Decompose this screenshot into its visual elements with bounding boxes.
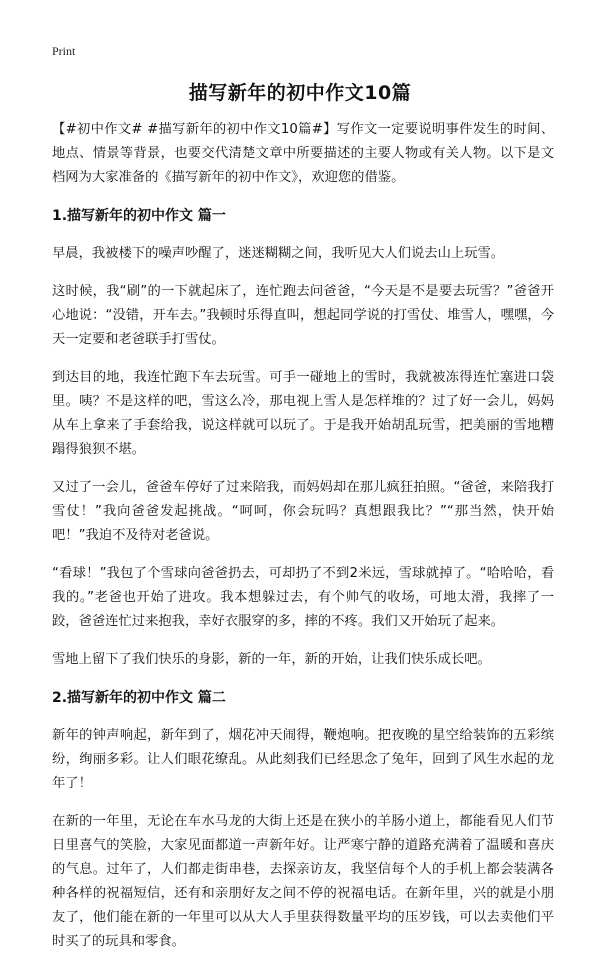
- article-body: [52, 118, 554, 968]
- paragraph: “看球！”我包了个雪球向爸爸扔去，可却扔了不到2米远，雪球就掉了。“哈哈哈，看我的。”老爸也开始了进攻。我本想躲过去，有个帅气的收场，可地太滑，我摔了一跤，爸爸连忙过来抱我，幸好衣服穿的多，摔的不疼。我们又开始玩了起来。: [52, 566, 554, 629]
- intro-paragraph: 【#初中作文# #描写新年的初中作文10篇#】写作文一定要说明事件发生的时间、地点、情景等背景，也要交代清楚文章中所要描述的主要人物或有关人物。以下是文档网为大家准备的《描写新年的初中作文》，欢迎您的借鉴。: [52, 122, 554, 185]
- section-heading: 2.描写新年的初中作文 篇二: [52, 690, 226, 706]
- paragraph: 这时候，我“刷”的一下就起床了，连忙跑去问爸爸，“今天是不是要去玩雪？”爸爸开心地说：“没错，开车去。”我顿时乐得直叫，想起同学说的打雪仗、堆雪人，嘿嘿，今天一定要和老爸联手打雪仗。: [52, 284, 554, 347]
- paragraph: 雪地上留下了我们快乐的身影，新的一年，新的开始，让我们快乐成长吧。: [52, 652, 491, 667]
- paragraph: 新年的钟声响起，新年到了，烟花冲天闹得，鞭炮响。把夜晚的星空给装饰的五彩缤纷，绚丽多彩。让人们眼花缭乱。从此刻我们已经思念了兔年，回到了风生水起的龙年了！: [52, 728, 554, 791]
- paragraph: 到达目的地，我连忙跑下车去玩雪。可手一碰地上的雪时，我就被冻得连忙塞进口袋里。咦？不是这样的吧，雪这么冷，那电视上雪人是怎样堆的？过了好一会儿，妈妈从车上拿来了手套给我，说这样就可以玩了。于是我开始胡乱玩雪，把美丽的雪地糟蹋得狼狈不堪。: [52, 370, 554, 457]
- page-title: 描写新年的初中作文10篇: [188, 82, 412, 104]
- print-label: Print: [52, 44, 76, 58]
- section-heading: 1.描写新年的初中作文 篇一: [52, 208, 226, 224]
- paragraph: 又过了一会儿，爸爸车停好了过来陪我，而妈妈却在那儿疯狂拍照。“爸爸，来陪我打雪仗！”我向爸爸发起挑战。“呵呵，你会玩吗？真想跟我比？”“那当然，快开始吧！”我迫不及待对老爸说。: [52, 480, 554, 543]
- paragraph: 早晨，我被楼下的噪声吵醒了，迷迷糊糊之间，我听见大人们说去山上玩雪。: [52, 246, 505, 261]
- paragraph: 在新的一年里，无论在车水马龙的大街上还是在狭小的羊肠小道上，都能看见人们节日里喜气的笑脸，大家见面都道一声新年好。让严寒宁静的道路充满着了温暖和喜庆的气息。过年了，人们都走街串巷，去探亲访友，我坚信每个人的手机上都会装满各种各样的祝福短信，还有和亲朋好友之间不停的祝福电话。在新年里，兴的就是小朋友了，他们能在新的一年里可以从大人手里获得数量平均的压岁钱，可以去卖他们平时买了的玩具和零食。: [52, 814, 554, 949]
